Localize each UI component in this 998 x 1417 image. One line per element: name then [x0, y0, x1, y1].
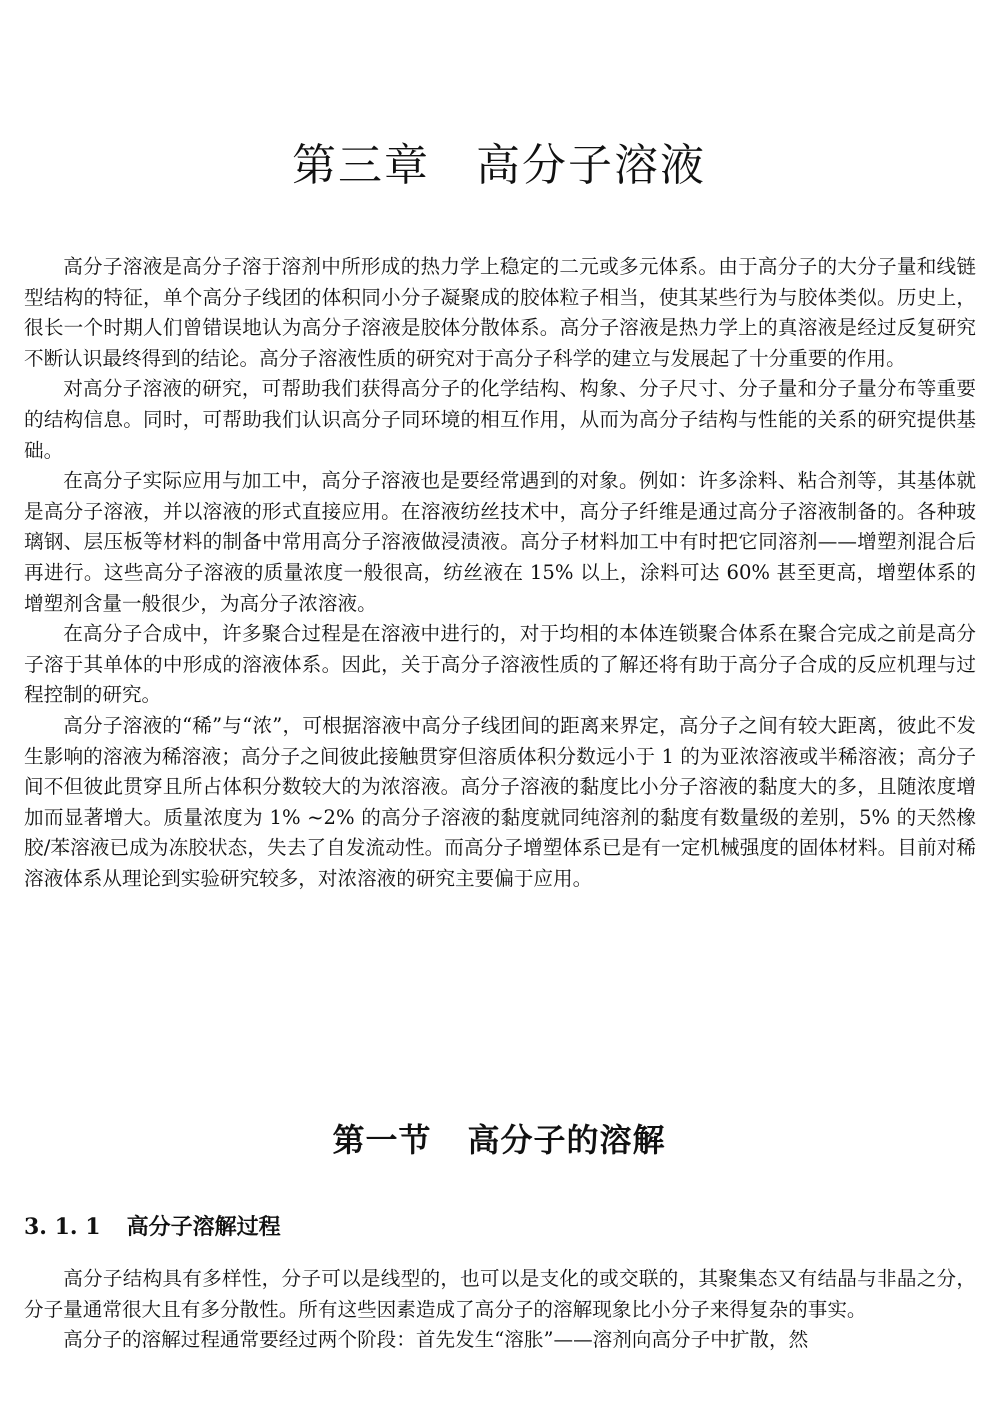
chapter-number: 第三章	[292, 140, 430, 191]
chapter-heading	[0, 138, 998, 194]
paragraph: 高分子结构具有多样性，分子可以是线型的，也可以是支化的或交联的，其聚集态又有结晶与非晶之分，分子量通常很大且有多分散性。所有这些因素造成了高分子的溶解现象比小分子来得复杂的事实。	[24, 1267, 976, 1321]
section-title: 高分子的溶解	[467, 1121, 666, 1159]
subsection-number: 3. 1. 1	[24, 1214, 101, 1240]
section-number: 第一节	[332, 1121, 432, 1159]
paragraph: 在高分子实际应用与加工中，高分子溶液也是要经常遇到的对象。例如：许多涂料、粘合剂等，其基体就是高分子溶液，并以溶液的形式直接应用。在溶液纺丝技术中，高分子纤维是通过高分子溶液制备的。各种玻璃钢、层压板等材料的制备中常用高分子溶液做浸渍液。高分子材料加工中有时把它同溶剂——增塑剂混合后再进行。这些高分子溶液的质量浓度一般很高，纺丝液在 15% 以上，涂料可达 60% 甚至更高，增塑体系的增塑剂含量一般很少，为高分子浓溶液。	[24, 469, 976, 615]
subsection-heading	[24, 1210, 281, 1244]
subsection-title: 高分子溶解过程	[126, 1214, 281, 1240]
paragraph: 对高分子溶液的研究，可帮助我们获得高分子的化学结构、构象、分子尺寸、分子量和分子量分布等重要的结构信息。同时，可帮助我们认识高分子同环境的相互作用，从而为高分子结构与性能的关系的研究提供基础。	[24, 377, 976, 462]
section-text	[24, 1264, 976, 1356]
paragraph: 在高分子合成中，许多聚合过程是在溶液中进行的，对于均相的本体连锁聚合体系在聚合完成之前是高分子溶于其单体的中形成的溶液体系。因此，关于高分子溶液性质的了解还将有助于高分子合成的反应机理与过程控制的研究。	[24, 622, 976, 707]
paragraph: 高分子的溶解过程通常要经过两个阶段：首先发生“溶胀”——溶剂向高分子中扩散，然	[63, 1328, 809, 1352]
intro-text	[24, 252, 976, 894]
paragraph: 高分子溶液的“稀”与“浓”，可根据溶液中高分子线团间的距离来界定，高分子之间有较大距离，彼此不发生影响的溶液为稀溶液；高分子之间彼此接触贯穿但溶质体积分数远小于 1 的为亚浓溶液或半稀溶液；高分子间不但彼此贯穿且所占体积分数较大的为浓溶液。高分子溶液的黏度比小分子溶液的黏度大的多，且随浓度增加而显著增大。质量浓度为 1% ~2% 的高分子溶液的黏度就同纯溶剂的黏度有数量级的差别，5% 的天然橡胶/苯溶液已成为冻胶状态，失去了自发流动性。而高分子增塑体系已是有一定机械强度的固体材料。目前对稀溶液体系从理论到实验研究较多，对浓溶液的研究主要偏于应用。	[24, 713, 976, 890]
paragraph: 高分子溶液是高分子溶于溶剂中所形成的热力学上稳定的二元或多元体系。由于高分子的大分子量和线链型结构的特征，单个高分子线团的体积同小分子凝聚成的胶体粒子相当，使其某些行为与胶体类似。历史上，很长一个时期人们曾错误地认为高分子溶液是胶体分散体系。高分子溶液是热力学上的真溶液是经过反复研究不断认识最终得到的结论。高分子溶液性质的研究对于高分子科学的建立与发展起了十分重要的作用。	[24, 255, 976, 370]
chapter-title: 高分子溶液	[476, 140, 706, 191]
section-heading	[0, 1116, 998, 1164]
